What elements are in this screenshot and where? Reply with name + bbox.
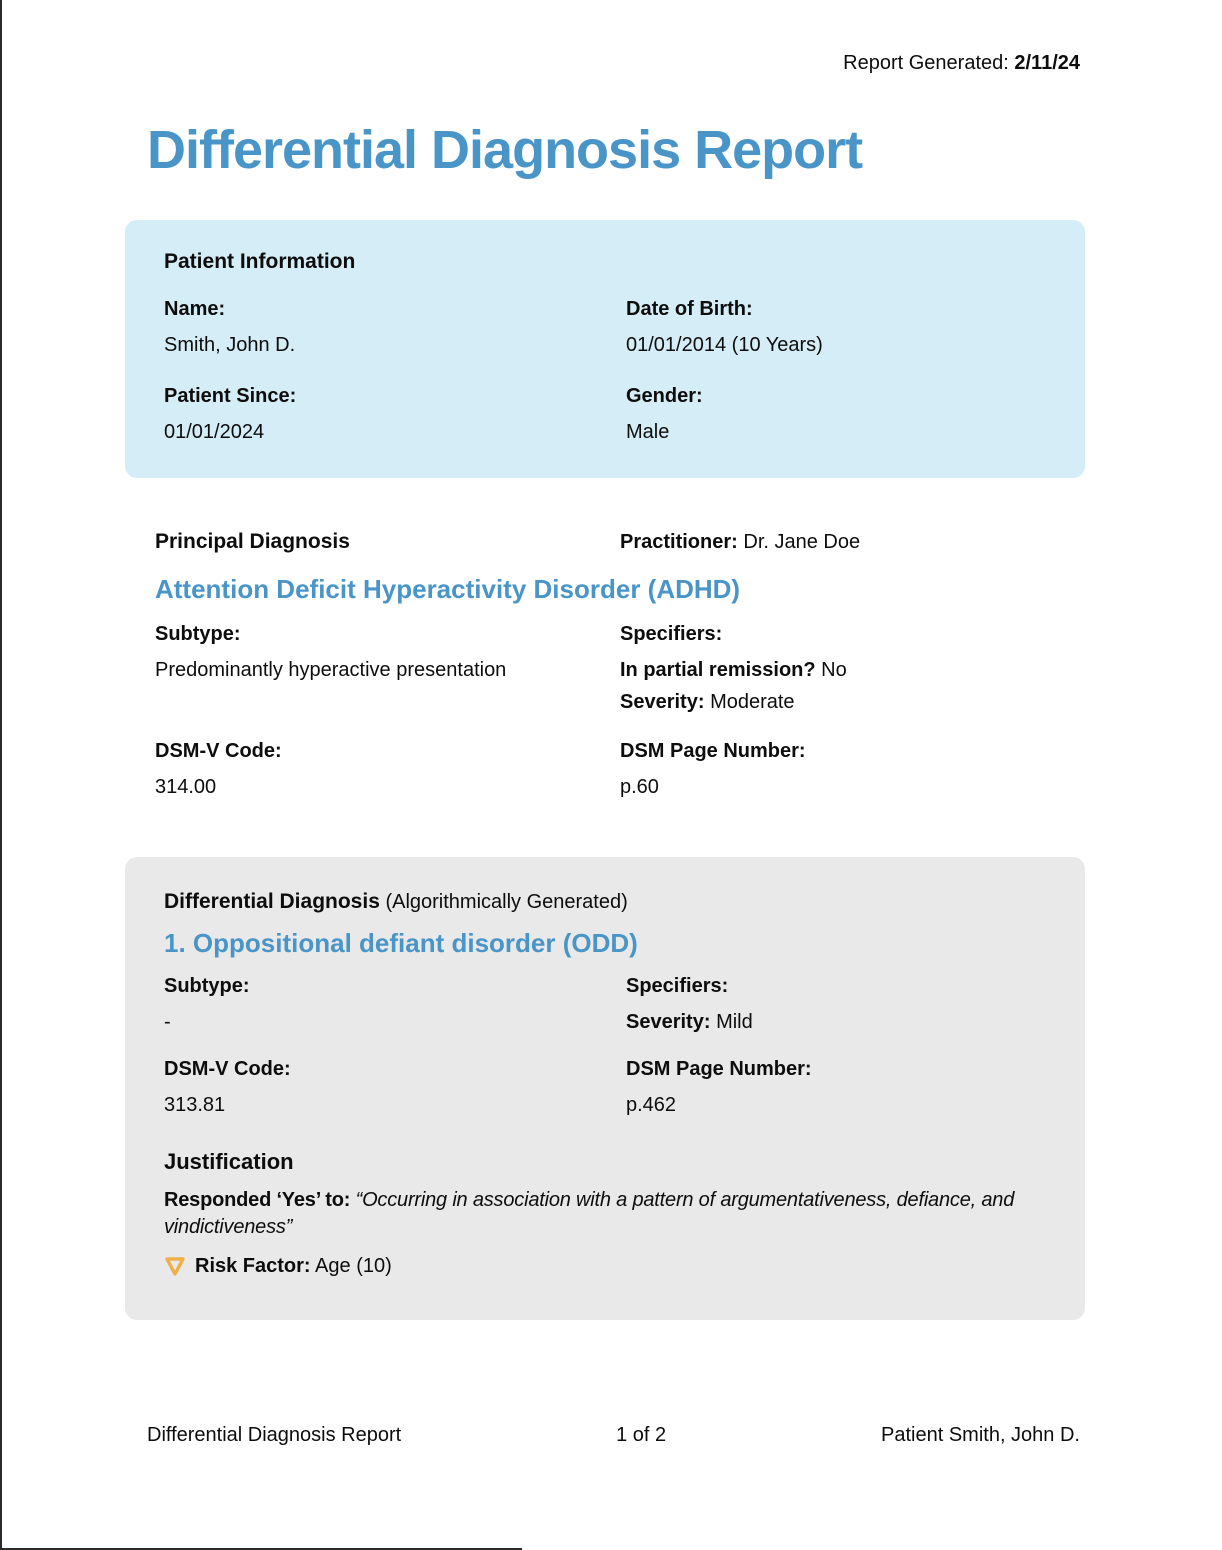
patient-gender-label: Gender: [626,385,703,408]
diff-subtype-field [164,975,626,1034]
differential-heading-bold: Differential Diagnosis [164,890,380,914]
patient-since-label: Patient Since: [164,385,297,408]
severity-label: Severity: [626,1011,711,1034]
risk-factor-text [195,1255,392,1278]
risk-factor-line [164,1255,1045,1278]
patient-name-value: Smith, John D. [164,334,296,357]
subtype-label: Subtype: [155,623,241,646]
patient-info-fields [164,298,1045,444]
severity-value: Mild [716,1011,753,1034]
dsm-page-label: DSM Page Number: [620,740,806,763]
subtype-value: - [164,1011,171,1034]
principal-diagnosis-fields [155,623,1080,799]
dsm-code-value: 313.81 [164,1094,226,1117]
differential-diagnosis-fields [164,975,1045,1117]
page-footer [147,1424,1080,1447]
diff-dsm-page-field [626,1058,1045,1117]
dsm-page-label: DSM Page Number: [626,1058,812,1081]
patient-dob-label: Date of Birth: [626,298,753,321]
patient-info-heading: Patient Information [164,250,356,274]
practitioner-line [620,531,1080,554]
patient-name-field [164,298,626,357]
principal-diagnosis-heading: Principal Diagnosis [155,530,350,554]
risk-factor-label: Risk Factor: [195,1255,311,1278]
remission-line [620,659,1080,682]
dsm-page-value: p.60 [620,776,659,799]
warning-triangle-icon [164,1256,186,1277]
footer-page-number: 1 of 2 [616,1424,667,1447]
diff-severity-line [626,1011,1045,1034]
patient-name-label: Name: [164,298,226,321]
principal-dsm-code-field [155,740,620,799]
principal-specifiers-field [620,623,1080,714]
patient-since-value: 01/01/2024 [164,421,265,444]
page-title: Differential Diagnosis Report [147,120,863,180]
diff-dsm-code-field [164,1058,626,1117]
responded-label: Responded ‘Yes’ to: [164,1189,351,1212]
severity-value: Moderate [710,691,795,714]
dsm-code-label: DSM-V Code: [155,740,282,763]
specifiers-label: Specifiers: [620,623,723,646]
subtype-label: Subtype: [164,975,250,998]
footer-doc-title: Differential Diagnosis Report [147,1424,402,1447]
responded-quote: “Occurring in association with a pattern of argumentativeness, defiance, and vindictiveness” [164,1189,1015,1239]
principal-diagnosis-title: Attention Deficit Hyperactivity Disorder (ADHD) [155,574,741,605]
differential-heading-note: (Algorithmically Generated) [385,891,628,914]
patient-dob-field [626,298,1045,357]
differential-diagnosis-heading [164,890,1045,914]
principal-head-row [155,530,1080,554]
severity-label: Severity: [620,691,705,714]
report-generated-line [2,0,1222,75]
principal-diagnosis-section [155,530,1080,799]
differential-diagnosis-title: 1. Oppositional defiant disorder (ODD) [164,928,638,959]
remission-label: In partial remission? [620,659,816,682]
dsm-code-value: 314.00 [155,776,217,799]
practitioner-label: Practitioner: [620,531,738,554]
patient-gender-value: Male [626,421,670,444]
patient-since-field [164,385,626,444]
diff-specifiers-field [626,975,1045,1034]
principal-subtype-field [155,623,620,714]
specifiers-label: Specifiers: [626,975,729,998]
justification-heading: Justification [164,1149,294,1175]
severity-line [620,691,1080,714]
patient-info-card [125,220,1085,478]
practitioner-name: Dr. Jane Doe [743,531,861,554]
differential-diagnosis-card [125,857,1085,1320]
principal-dsm-page-field [620,740,1080,799]
subtype-value: Predominantly hyperactive presentation [155,659,507,682]
dsm-page-value: p.462 [626,1094,677,1117]
remission-value: No [821,659,847,682]
patient-gender-field [626,385,1045,444]
risk-factor-value: Age (10) [315,1255,392,1278]
dsm-code-label: DSM-V Code: [164,1058,291,1081]
report-generated-date: 2/11/24 [1014,52,1080,74]
footer-patient-name: Patient Smith, John D. [881,1424,1080,1447]
specifiers-values [620,659,1080,714]
patient-dob-value: 01/01/2014 (10 Years) [626,334,823,357]
report-generated-label: Report Generated: [843,52,1009,74]
responded-line [164,1187,1045,1241]
